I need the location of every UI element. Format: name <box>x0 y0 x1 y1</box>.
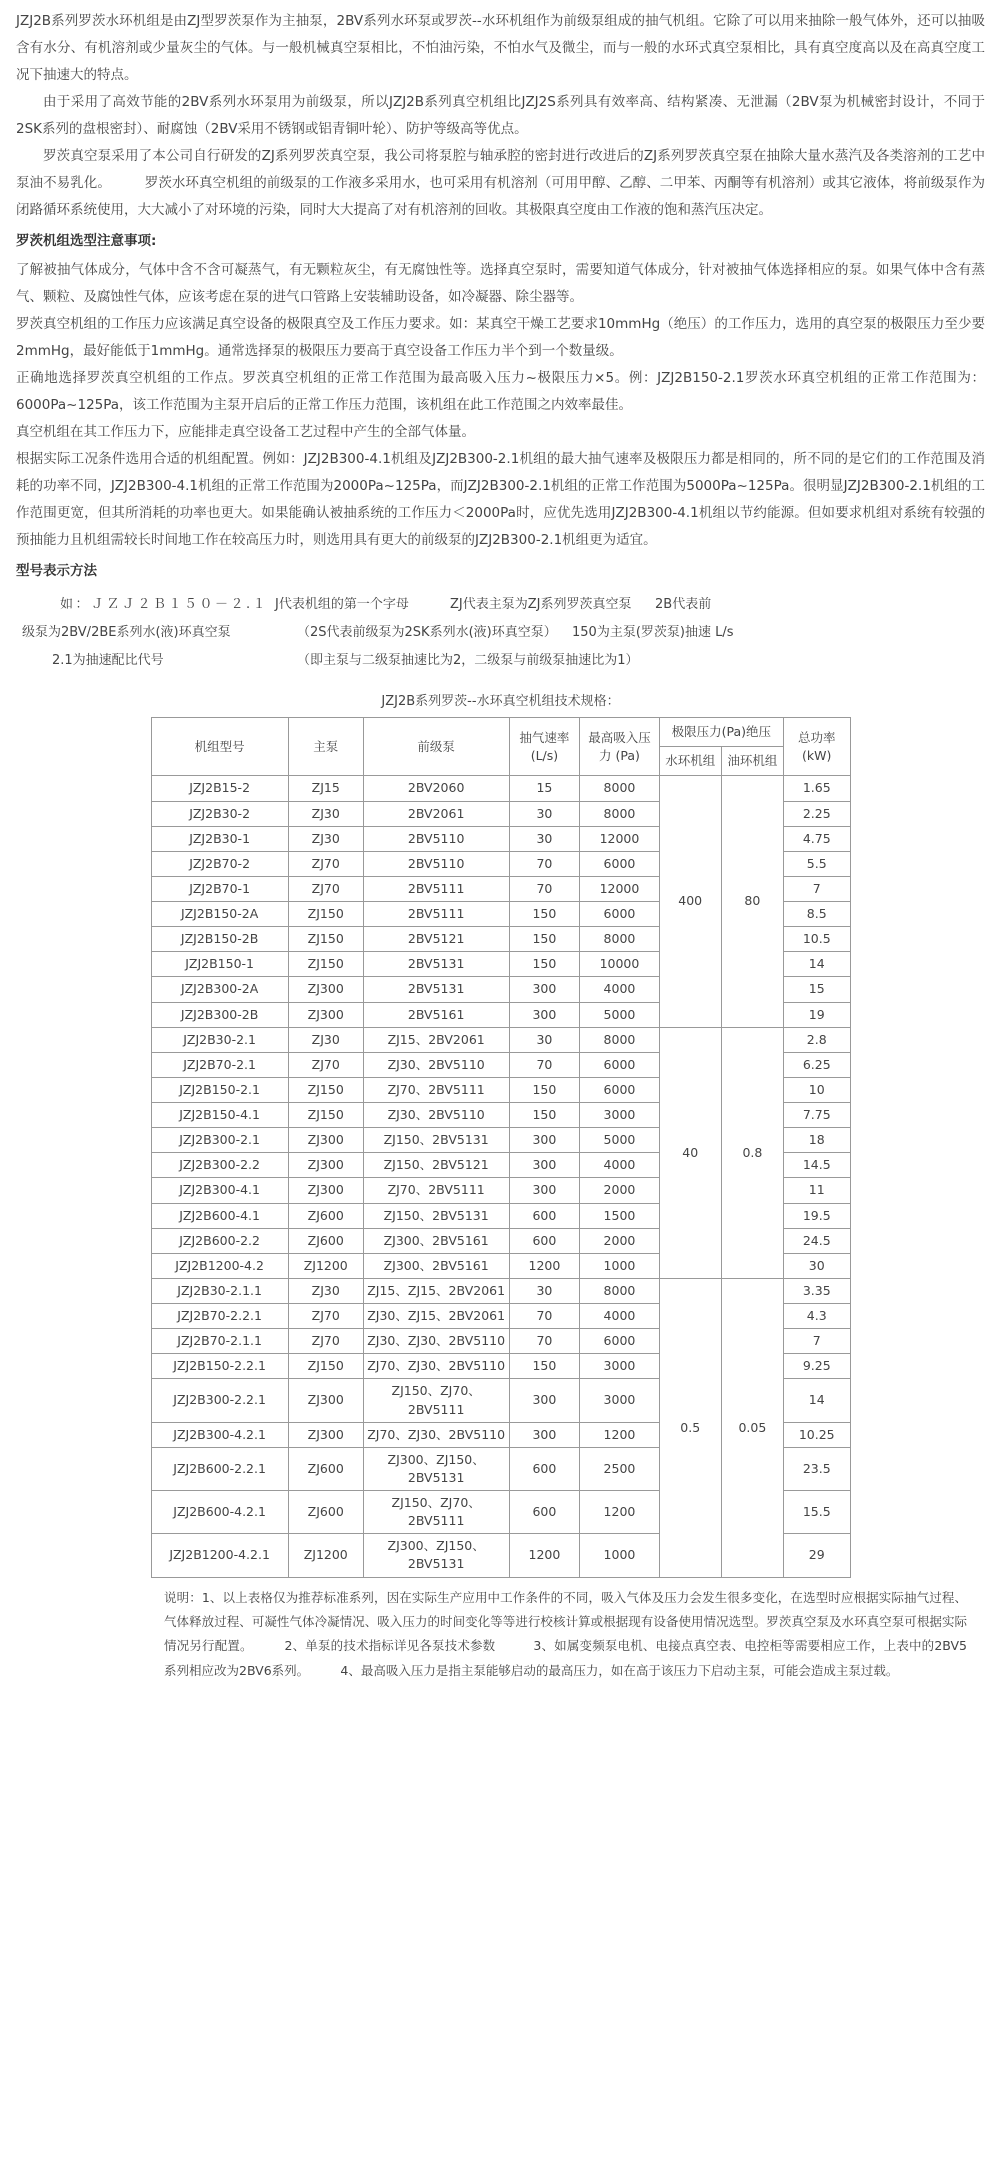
th-max-pressure: 最高吸入压力 (Pa) <box>580 718 659 776</box>
cell-main-pump: ZJ300 <box>288 1128 363 1153</box>
cell-speed: 600 <box>509 1228 580 1253</box>
cell-model: JZJ2B150-2A <box>151 902 288 927</box>
cell-speed: 600 <box>509 1203 580 1228</box>
cell-pre-pump: ZJ300、ZJ150、2BV5131 <box>363 1534 509 1577</box>
cell-power: 10.25 <box>783 1422 850 1447</box>
cell-speed: 600 <box>509 1491 580 1534</box>
cell-max-pressure: 8000 <box>580 1027 659 1052</box>
cell-pre-pump: 2BV2060 <box>363 776 509 801</box>
cell-main-pump: ZJ300 <box>288 1422 363 1447</box>
cell-model: JZJ2B30-2.1 <box>151 1027 288 1052</box>
cell-main-pump: ZJ150 <box>288 952 363 977</box>
cell-max-pressure: 8000 <box>580 927 659 952</box>
cell-power: 1.65 <box>783 776 850 801</box>
cell-main-pump: ZJ300 <box>288 1153 363 1178</box>
intro-paragraph-3: 罗茨真空泵采用了本公司自行研发的ZJ系列罗茨真空泵，我公司将泵腔与轴承腔的密封进行改进后的ZJ系列罗茨真空泵在抽除大量水蒸汽及各类溶剂的工艺中泵油不易乳化。 罗茨水环真空机组的前级泵的工作液多采用水，也可采用有机溶剂（可用甲醇、乙醇、二甲苯、丙酮等有机溶剂）或其它液体，将前级泵作为闭路循环系统使用，大大减小了对环境的污染，同时大大提高了对有机溶剂的回收。其极限真空度由工作液的饱和蒸汽压决定。 <box>16 148 985 218</box>
cell-power: 19.5 <box>783 1203 850 1228</box>
cell-speed: 300 <box>509 977 580 1002</box>
cell-pre-pump: ZJ70、2BV5111 <box>363 1077 509 1102</box>
table-row <box>151 1278 850 1303</box>
cell-speed: 30 <box>509 1027 580 1052</box>
cell-model: JZJ2B1200-4.2.1 <box>151 1534 288 1577</box>
cell-power: 14 <box>783 952 850 977</box>
cell-main-pump: ZJ1200 <box>288 1534 363 1577</box>
th-pre-pump: 前级泵 <box>363 718 509 776</box>
cell-model: JZJ2B300-2.2 <box>151 1153 288 1178</box>
cell-power: 10.5 <box>783 927 850 952</box>
intro-paragraph-1: JZJ2B系列罗茨水环机组是由ZJ型罗茨泵作为主抽泵，2BV系列水环泵或罗茨--水环机组作为前级泵组成的抽气机组。它除了可以用来抽除一般气体外，还可以抽吸含有水分、有机溶剂或少量灰尘的气体。与一般机械真空泵相比，不怕油污染，不怕水气及微尘，而与一般的水环式真空泵相比，具有真空度高以及在高真空度工况下抽速大的特点。 <box>16 13 985 83</box>
cell-speed: 300 <box>509 1379 580 1422</box>
cell-speed: 70 <box>509 1304 580 1329</box>
cell-model: JZJ2B150-4.1 <box>151 1103 288 1128</box>
cell-model: JZJ2B300-2A <box>151 977 288 1002</box>
cell-speed: 30 <box>509 826 580 851</box>
cell-max-pressure: 1000 <box>580 1253 659 1278</box>
cell-power: 30 <box>783 1253 850 1278</box>
spec-table-body <box>151 776 850 1577</box>
model-designation-row-1 <box>16 591 985 619</box>
selection-paragraph-3: 正确地选择罗茨真空机组的工作点。罗茨真空机组的正常工作范围为最高吸入压力~极限压力×5。例：JZJ2B150-2.1罗茨水环真空机组的正常工作范围为：6000Pa~125Pa，该工作范围为主泵开启后的正常工作压力范围，该机组在此工作范围之内效率最佳。 <box>16 370 985 413</box>
cell-max-pressure: 6000 <box>580 1329 659 1354</box>
cell-pre-pump: ZJ30、ZJ15、2BV2061 <box>363 1304 509 1329</box>
cell-model: JZJ2B70-1 <box>151 876 288 901</box>
cell-max-pressure: 2500 <box>580 1447 659 1490</box>
cell-pre-pump: 2BV5110 <box>363 851 509 876</box>
cell-pre-pump: 2BV5131 <box>363 977 509 1002</box>
cell-power: 2.25 <box>783 801 850 826</box>
cell-pre-pump: ZJ30、2BV5110 <box>363 1103 509 1128</box>
cell-power: 15.5 <box>783 1491 850 1534</box>
cell-main-pump: ZJ600 <box>288 1491 363 1534</box>
cell-model: JZJ2B70-2 <box>151 851 288 876</box>
cell-power: 29 <box>783 1534 850 1577</box>
cell-speed: 300 <box>509 1178 580 1203</box>
cell-max-pressure: 8000 <box>580 1278 659 1303</box>
cell-model: JZJ2B30-2 <box>151 801 288 826</box>
cell-pre-pump: ZJ150、2BV5131 <box>363 1128 509 1153</box>
cell-power: 11 <box>783 1178 850 1203</box>
cell-max-pressure: 5000 <box>580 1002 659 1027</box>
model-note-150: 150为主泵(罗茨泵)抽速 L/s <box>572 624 734 640</box>
table-title: JZJ2B系列罗茨--水环真空机组技术规格： <box>381 693 620 709</box>
th-speed: 抽气速率 (L/s) <box>509 718 580 776</box>
cell-pre-pump: 2BV5111 <box>363 902 509 927</box>
cell-main-pump: ZJ15 <box>288 776 363 801</box>
cell-power: 10 <box>783 1077 850 1102</box>
cell-pre-pump: 2BV5111 <box>363 876 509 901</box>
cell-model: JZJ2B1200-4.2 <box>151 1253 288 1278</box>
cell-power: 7 <box>783 876 850 901</box>
cell-power: 3.35 <box>783 1278 850 1303</box>
cell-speed: 70 <box>509 851 580 876</box>
cell-model: JZJ2B70-2.2.1 <box>151 1304 288 1329</box>
cell-model: JZJ2B600-4.1 <box>151 1203 288 1228</box>
cell-pre-pump: ZJ15、ZJ15、2BV2061 <box>363 1278 509 1303</box>
cell-model: JZJ2B600-4.2.1 <box>151 1491 288 1534</box>
cell-model: JZJ2B150-2.1 <box>151 1077 288 1102</box>
cell-max-pressure: 4000 <box>580 977 659 1002</box>
cell-pre-pump: ZJ300、ZJ150、2BV5131 <box>363 1447 509 1490</box>
cell-limit-oil: 0.8 <box>721 1027 783 1278</box>
cell-speed: 15 <box>509 776 580 801</box>
cell-main-pump: ZJ30 <box>288 826 363 851</box>
cell-model: JZJ2B150-2B <box>151 927 288 952</box>
cell-max-pressure: 12000 <box>580 826 659 851</box>
cell-speed: 150 <box>509 1103 580 1128</box>
cell-main-pump: ZJ300 <box>288 1178 363 1203</box>
cell-max-pressure: 8000 <box>580 801 659 826</box>
cell-max-pressure: 6000 <box>580 902 659 927</box>
th-limit-group: 极限压力(Pa)绝压 <box>659 718 783 747</box>
selection-paragraph-1: 了解被抽气体成分，气体中含不含可凝蒸气，有无颗粒灰尘，有无腐蚀性等。选择真空泵时，需要知道气体成分，针对被抽气体选择相应的泵。如果气体中含有蒸气、颗粒、及腐蚀性气体，应该考虑在泵的进气口管路上安装辅助设备，如冷凝器、除尘器等。 <box>16 262 985 305</box>
cell-max-pressure: 8000 <box>580 776 659 801</box>
cell-max-pressure: 1500 <box>580 1203 659 1228</box>
cell-pre-pump: ZJ300、2BV5161 <box>363 1253 509 1278</box>
model-designation-heading: 型号表示方法 <box>16 563 97 579</box>
cell-limit-oil: 80 <box>721 776 783 1027</box>
cell-power: 5.5 <box>783 851 850 876</box>
cell-pre-pump: 2BV5161 <box>363 1002 509 1027</box>
cell-pre-pump: ZJ30、2BV5110 <box>363 1052 509 1077</box>
cell-max-pressure: 4000 <box>580 1304 659 1329</box>
cell-main-pump: ZJ30 <box>288 1278 363 1303</box>
cell-power: 4.3 <box>783 1304 850 1329</box>
cell-power: 18 <box>783 1128 850 1153</box>
cell-main-pump: ZJ300 <box>288 1379 363 1422</box>
th-limit-water: 水环机组 <box>659 747 721 776</box>
cell-main-pump: ZJ300 <box>288 1002 363 1027</box>
table-notes: 说明：1、以上表格仅为推荐标准系列，因在实际生产应用中工作条件的不同，吸入气体及压力会发生很多变化，在选型时应根据实际抽气过程、气体释放过程、可凝性气体冷凝情况、吸入压力的时间变化等等进行校核计算或根据现有设备使用情况选型。罗茨真空泵及水环真空泵可根据实际情况另行配置。 2、单泵的技术指标详见各泵技术参数 3、如属变频泵电机、电接点真空表、电控柜等需要相应工作，上表中的2BV5系列相应改为2BV6系列。 4、最高吸入压力是指主泵能够启动的最高压力，如在高于该压力下启动主泵，可能会造成主泵过载。 <box>164 1589 967 1678</box>
cell-main-pump: ZJ70 <box>288 876 363 901</box>
model-note-2bv: 级泵为2BV/2BE系列水(液)环真空泵 <box>22 624 231 640</box>
cell-max-pressure: 10000 <box>580 952 659 977</box>
cell-model: JZJ2B300-2B <box>151 1002 288 1027</box>
cell-max-pressure: 3000 <box>580 1354 659 1379</box>
cell-power: 15 <box>783 977 850 1002</box>
cell-limit-oil: 0.05 <box>721 1278 783 1577</box>
cell-power: 4.75 <box>783 826 850 851</box>
cell-speed: 300 <box>509 1422 580 1447</box>
cell-model: JZJ2B300-2.2.1 <box>151 1379 288 1422</box>
selection-heading: 罗茨机组选型注意事项: <box>16 233 157 249</box>
cell-speed: 70 <box>509 1329 580 1354</box>
cell-model: JZJ2B300-2.1 <box>151 1128 288 1153</box>
cell-main-pump: ZJ150 <box>288 1103 363 1128</box>
cell-pre-pump: ZJ70、2BV5111 <box>363 1178 509 1203</box>
cell-power: 7.75 <box>783 1103 850 1128</box>
cell-main-pump: ZJ150 <box>288 1354 363 1379</box>
cell-max-pressure: 2000 <box>580 1228 659 1253</box>
cell-pre-pump: ZJ150、ZJ70、2BV5111 <box>363 1491 509 1534</box>
cell-power: 9.25 <box>783 1354 850 1379</box>
cell-speed: 150 <box>509 902 580 927</box>
model-note-j: J代表机组的第一个字母 <box>275 597 409 612</box>
model-note-ratio-code: 2.1为抽速配比代号 <box>52 652 164 668</box>
cell-speed: 30 <box>509 801 580 826</box>
cell-max-pressure: 1200 <box>580 1422 659 1447</box>
cell-speed: 300 <box>509 1128 580 1153</box>
cell-speed: 1200 <box>509 1534 580 1577</box>
cell-model: JZJ2B300-4.1 <box>151 1178 288 1203</box>
cell-pre-pump: ZJ15、2BV2061 <box>363 1027 509 1052</box>
model-code-example: 如：ＪＺＪ２Ｂ１５０－２.１ <box>60 597 269 612</box>
model-designation-row-2 <box>16 619 985 647</box>
th-main-pump: 主泵 <box>288 718 363 776</box>
cell-power: 2.8 <box>783 1027 850 1052</box>
cell-speed: 150 <box>509 1354 580 1379</box>
cell-main-pump: ZJ70 <box>288 1304 363 1329</box>
selection-paragraph-5: 根据实际工况条件选用合适的机组配置。例如：JZJ2B300-4.1机组及JZJ2B300-2.1机组的最大抽气速率及极限压力都是相同的，所不同的是它们的工作范围及消耗的功率不同，JZJ2B300-4.1机组的正常工作范围为2000Pa~125Pa，而JZJ2B300-2.1机组的正常工作范围为5000Pa~125Pa。很明显JZJ2B300-2.1机组的工作范围更宽，但其所消耗的功率也更大。如果能确认被抽系统的工作压力＜2000Pa时，应优先选用JZJ2B300-4.1机组以节约能源。但如要求机组对系统有较强的预抽能力且机组需较长时间地工作在较高压力时，则选用具有更大的前级泵的JZJ2B300-2.1机组更为适宜。 <box>16 451 985 548</box>
cell-power: 7 <box>783 1329 850 1354</box>
cell-speed: 150 <box>509 952 580 977</box>
cell-main-pump: ZJ70 <box>288 1052 363 1077</box>
cell-pre-pump: 2BV5110 <box>363 826 509 851</box>
cell-model: JZJ2B30-1 <box>151 826 288 851</box>
selection-paragraph-2: 罗茨真空机组的工作压力应该满足真空设备的极限真空及工作压力要求。如：某真空干燥工艺要求10mmHg（绝压）的工作压力，选用的真空泵的极限压力至少要2mmHg，最好能低于1mmHg。通常选择泵的极限压力要高于真空设备工作压力半个到一个数量级。 <box>16 316 985 359</box>
cell-max-pressure: 3000 <box>580 1103 659 1128</box>
cell-speed: 30 <box>509 1278 580 1303</box>
cell-main-pump: ZJ300 <box>288 977 363 1002</box>
cell-pre-pump: ZJ70、ZJ30、2BV5110 <box>363 1422 509 1447</box>
th-power: 总功率 (kW) <box>783 718 850 776</box>
th-model: 机组型号 <box>151 718 288 776</box>
cell-main-pump: ZJ600 <box>288 1447 363 1490</box>
model-designation-row-3 <box>16 647 985 675</box>
cell-speed: 70 <box>509 1052 580 1077</box>
cell-power: 6.25 <box>783 1052 850 1077</box>
cell-max-pressure: 12000 <box>580 876 659 901</box>
cell-pre-pump: 2BV5121 <box>363 927 509 952</box>
cell-pre-pump: ZJ150、ZJ70、2BV5111 <box>363 1379 509 1422</box>
cell-speed: 300 <box>509 1002 580 1027</box>
cell-max-pressure: 2000 <box>580 1178 659 1203</box>
cell-pre-pump: ZJ150、2BV5121 <box>363 1153 509 1178</box>
cell-main-pump: ZJ70 <box>288 851 363 876</box>
spec-table <box>151 717 851 1577</box>
cell-pre-pump: 2BV5131 <box>363 952 509 977</box>
intro-paragraph-2: 由于采用了高效节能的2BV系列水环泵用为前级泵，所以JZJ2B系列真空机组比JZJ2S系列具有效率高、结构紧凑、无泄漏（2BV泵为机械密封设计，不同于2SK系列的盘根密封）、耐腐蚀（2BV采用不锈钢或铝青铜叶轮）、防护等级高等优点。 <box>16 94 985 137</box>
cell-power: 14 <box>783 1379 850 1422</box>
cell-power: 23.5 <box>783 1447 850 1490</box>
cell-max-pressure: 4000 <box>580 1153 659 1178</box>
cell-main-pump: ZJ150 <box>288 902 363 927</box>
cell-main-pump: ZJ30 <box>288 1027 363 1052</box>
cell-pre-pump: ZJ150、2BV5131 <box>363 1203 509 1228</box>
cell-max-pressure: 1200 <box>580 1491 659 1534</box>
model-note-2s: （2S代表前级泵为2SK系列水(液)环真空泵） <box>297 624 557 640</box>
cell-model: JZJ2B150-2.2.1 <box>151 1354 288 1379</box>
cell-main-pump: ZJ30 <box>288 801 363 826</box>
header-row-1 <box>151 718 850 747</box>
cell-model: JZJ2B30-2.1.1 <box>151 1278 288 1303</box>
intro-section <box>16 8 985 224</box>
cell-speed: 1200 <box>509 1253 580 1278</box>
cell-speed: 300 <box>509 1153 580 1178</box>
cell-speed: 600 <box>509 1447 580 1490</box>
selection-section <box>16 228 985 554</box>
model-designation-section <box>16 558 985 675</box>
cell-power: 8.5 <box>783 902 850 927</box>
selection-paragraph-4: 真空机组在其工作压力下，应能排走真空设备工艺过程中产生的全部气体量。 <box>16 424 475 440</box>
cell-limit-water: 40 <box>659 1027 721 1278</box>
cell-max-pressure: 5000 <box>580 1128 659 1153</box>
cell-limit-water: 0.5 <box>659 1278 721 1577</box>
cell-max-pressure: 1000 <box>580 1534 659 1577</box>
cell-main-pump: ZJ600 <box>288 1203 363 1228</box>
spec-table-head <box>151 718 850 776</box>
model-note-zj: ZJ代表主泵为ZJ系列罗茨真空泵 <box>450 597 632 612</box>
model-note-2b: 2B代表前 <box>655 597 712 612</box>
cell-main-pump: ZJ70 <box>288 1329 363 1354</box>
table-row <box>151 1027 850 1052</box>
cell-pre-pump: 2BV2061 <box>363 801 509 826</box>
cell-model: JZJ2B15-2 <box>151 776 288 801</box>
cell-main-pump: ZJ1200 <box>288 1253 363 1278</box>
cell-pre-pump: ZJ300、2BV5161 <box>363 1228 509 1253</box>
cell-speed: 150 <box>509 1077 580 1102</box>
table-row <box>151 776 850 801</box>
cell-model: JZJ2B300-4.2.1 <box>151 1422 288 1447</box>
cell-max-pressure: 3000 <box>580 1379 659 1422</box>
cell-max-pressure: 6000 <box>580 851 659 876</box>
cell-max-pressure: 6000 <box>580 1052 659 1077</box>
cell-main-pump: ZJ150 <box>288 927 363 952</box>
cell-power: 19 <box>783 1002 850 1027</box>
cell-model: JZJ2B70-2.1.1 <box>151 1329 288 1354</box>
cell-speed: 150 <box>509 927 580 952</box>
cell-max-pressure: 6000 <box>580 1077 659 1102</box>
cell-model: JZJ2B70-2.1 <box>151 1052 288 1077</box>
cell-pre-pump: ZJ30、ZJ30、2BV5110 <box>363 1329 509 1354</box>
model-note-ratio-detail: （即主泵与二级泵抽速比为2，二级泵与前级泵抽速比为1） <box>297 652 639 668</box>
cell-model: JZJ2B150-1 <box>151 952 288 977</box>
cell-speed: 70 <box>509 876 580 901</box>
cell-main-pump: ZJ150 <box>288 1077 363 1102</box>
cell-power: 24.5 <box>783 1228 850 1253</box>
cell-power: 14.5 <box>783 1153 850 1178</box>
th-limit-oil: 油环机组 <box>721 747 783 776</box>
cell-main-pump: ZJ600 <box>288 1228 363 1253</box>
cell-limit-water: 400 <box>659 776 721 1027</box>
cell-model: JZJ2B600-2.2.1 <box>151 1447 288 1490</box>
cell-pre-pump: ZJ70、ZJ30、2BV5110 <box>363 1354 509 1379</box>
cell-model: JZJ2B600-2.2 <box>151 1228 288 1253</box>
